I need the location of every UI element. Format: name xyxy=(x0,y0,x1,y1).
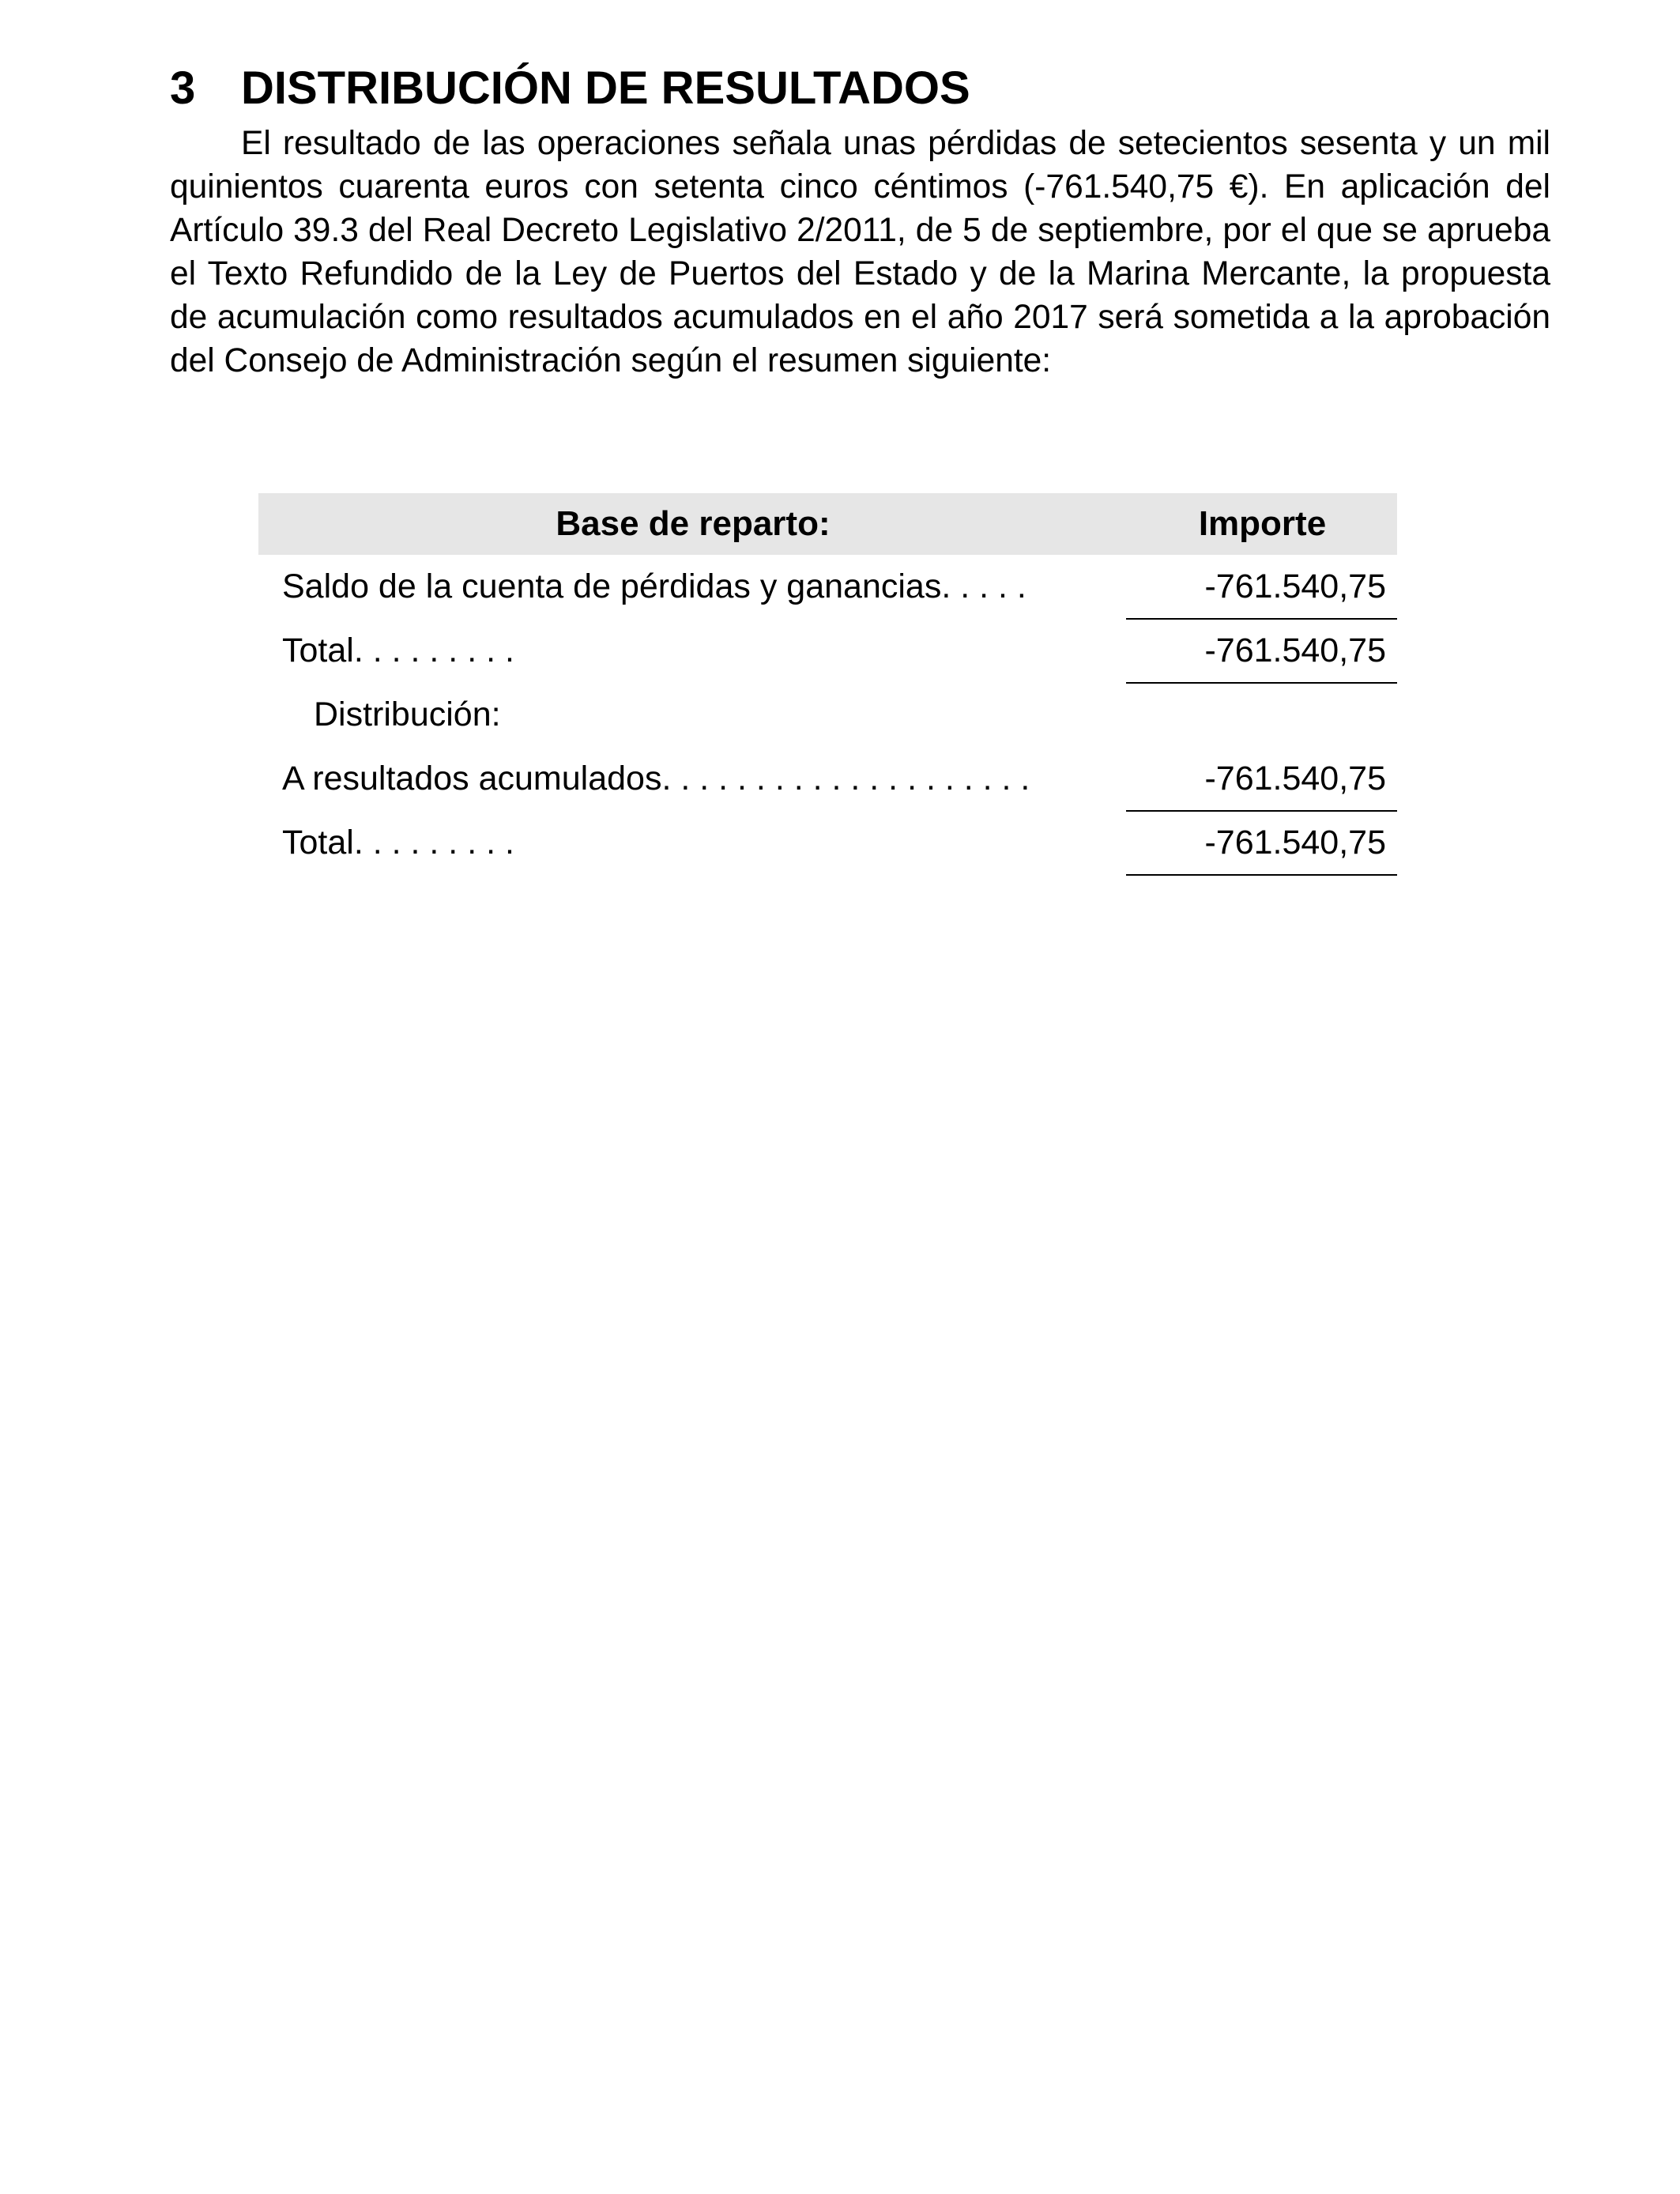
row-distribucion-heading xyxy=(258,683,1397,747)
row-value: -761.540,75 xyxy=(1204,760,1386,797)
distribution-table xyxy=(258,493,1397,875)
row-total-distribucion xyxy=(258,811,1397,875)
row-label: Saldo de la cuenta de pérdidas y ganancias. . . . . xyxy=(282,567,1026,605)
row-label: Total. . . . . . . . . xyxy=(282,824,514,861)
row-total-base xyxy=(258,619,1397,683)
row-label: Distribución: xyxy=(314,696,501,733)
row-resultados-acumulados xyxy=(258,747,1397,811)
table-header xyxy=(258,493,1397,555)
section-heading xyxy=(170,57,970,120)
value-underline xyxy=(1126,874,1397,876)
row-value: -761.540,75 xyxy=(1204,567,1386,605)
row-saldo-perdidas-ganancias xyxy=(258,555,1397,619)
section-number: 3 xyxy=(170,62,196,114)
header-base-de-reparto: Base de reparto: xyxy=(556,504,831,543)
section-title: DISTRIBUCIÓN DE RESULTADOS xyxy=(241,62,970,114)
row-label: Total. . . . . . . . . xyxy=(282,631,514,669)
header-importe: Importe xyxy=(1198,504,1327,543)
row-label: A resultados acumulados. . . . . . . . . . . . . . . . . . . . xyxy=(282,760,1030,797)
row-value: -761.540,75 xyxy=(1204,631,1386,669)
body-paragraph: El resultado de las operaciones señala unas pérdidas de setecientos sesenta y un mil quinientos cuarenta euros con setenta cinco céntimos (-761.540,75 €). En aplicación del Artículo 39.3 del Real Decreto Legislativo 2/2011, de 5 de septiembre, por el que se aprueba el Texto Refundido de la Ley de Puertos del Estado y de la Marina Mercante, la propuesta de acumulación como resultados acumulados en el año 2017 será sometida a la aprobación del Consejo de Administración según el resumen siguiente: xyxy=(170,125,1550,379)
row-value: -761.540,75 xyxy=(1204,824,1386,861)
